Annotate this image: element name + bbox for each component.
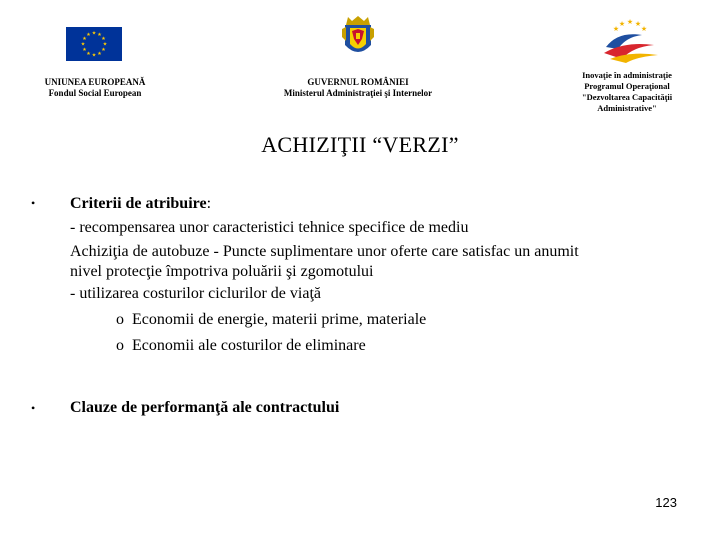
- program-caption-line3: "Dezvoltarea Capacităţii: [581, 92, 673, 102]
- bullet-item-criterii: [70, 192, 690, 358]
- svg-text:★: ★: [86, 51, 91, 57]
- svg-text:★: ★: [618, 20, 626, 28]
- po-dca-logo-icon: [596, 17, 666, 65]
- gov-caption: [258, 77, 458, 99]
- bullet-marker: •: [31, 196, 36, 210]
- svg-text:★: ★: [612, 25, 620, 33]
- program-caption-line2: Programul Operaţional: [584, 81, 670, 91]
- svg-text:★: ★: [86, 32, 91, 38]
- criterii-line-4: - utilizarea costurilor ciclurilor de viaţă: [70, 285, 321, 302]
- svg-text:★: ★: [91, 30, 97, 37]
- program-caption-line4: Administrative": [597, 103, 657, 113]
- svg-text:★: ★: [101, 47, 106, 53]
- program-caption: [552, 70, 702, 114]
- sub-item-marker: o: [116, 337, 124, 354]
- svg-text:★: ★: [640, 25, 648, 33]
- sub-item: [70, 334, 690, 358]
- sub-item-marker: o: [116, 311, 124, 328]
- svg-text:★: ★: [626, 18, 634, 26]
- svg-text:★: ★: [82, 47, 87, 53]
- sub-item-text: Economii de energie, materii prime, materiale: [132, 311, 427, 328]
- page-number: 123: [655, 495, 677, 510]
- svg-text:★: ★: [97, 32, 102, 38]
- criterii-heading: Criterii de atribuire: [70, 195, 207, 212]
- criterii-line-3: nivel protecţie împotriva poluării şi zgomotului: [70, 263, 374, 280]
- romania-coat-of-arms-icon: [342, 15, 374, 61]
- criterii-heading-row: [70, 192, 690, 216]
- eu-caption: [20, 77, 170, 99]
- gov-caption-line2: Ministerul Administraţiei şi Internelor: [283, 88, 433, 98]
- svg-text:★: ★: [82, 36, 87, 42]
- svg-text:★: ★: [80, 41, 86, 48]
- svg-text:★: ★: [91, 52, 97, 59]
- eu-caption-line1: UNIUNEA EUROPEANĂ: [44, 77, 146, 87]
- svg-text:★: ★: [97, 51, 102, 57]
- criterii-line-1: - recompensarea unor caracteristici tehnice specifice de mediu: [70, 219, 469, 236]
- bullet-marker: •: [31, 401, 36, 415]
- sub-item: [70, 308, 690, 332]
- criterii-line-2: Achiziţia de autobuze - Puncte suplimentare unor oferte care satisfac un anumit: [70, 243, 579, 260]
- eu-flag-icon: [66, 27, 122, 61]
- clauze-heading: Clauze de performanţă ale contractului: [70, 399, 340, 416]
- program-caption-line1: Inovaţie în administraţie: [582, 70, 672, 80]
- slide-title: ACHIZIŢII “VERZI”: [261, 132, 459, 157]
- criterii-heading-colon: :: [206, 195, 212, 212]
- eu-caption-line2: Fondul Social European: [48, 88, 142, 98]
- sub-item-text: Economii ale costurilor de eliminare: [132, 337, 366, 354]
- svg-text:★: ★: [634, 20, 642, 28]
- svg-text:★: ★: [101, 36, 106, 42]
- gov-caption-line1: GUVERNUL ROMÂNIEI: [307, 77, 409, 87]
- svg-text:★: ★: [102, 41, 108, 48]
- bullet-item-clauze: [70, 396, 690, 420]
